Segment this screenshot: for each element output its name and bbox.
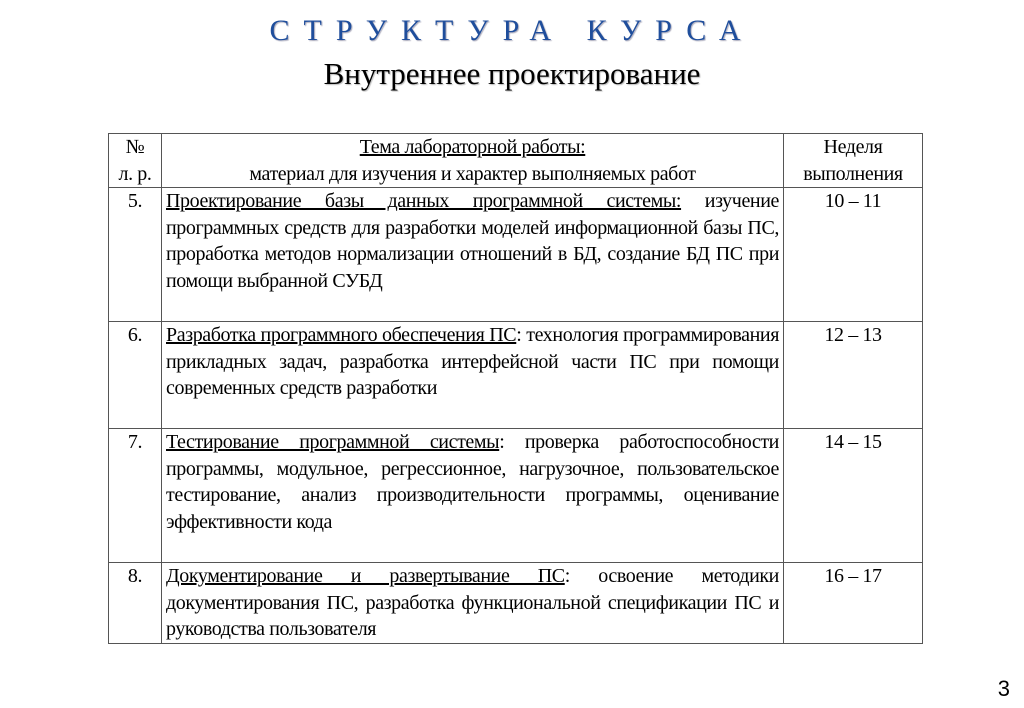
page-number: 3	[997, 676, 1010, 701]
topic-title: Проектирование базы данных программной системы:	[166, 190, 682, 213]
table-row	[109, 322, 923, 429]
row-topic	[162, 563, 784, 644]
row-weeks: 16 – 17	[784, 563, 923, 644]
row-topic	[162, 429, 784, 563]
slide-subtitle: Внутреннее проектирование	[323, 56, 701, 91]
topic-body: : технология программирования прикладных задач, разработка интерфейсной части ПС при помощи современных средств разработки	[166, 324, 779, 400]
slide-title: СТРУКТУРА КУРСА	[269, 14, 755, 47]
table-row	[109, 429, 923, 563]
row-topic	[162, 322, 784, 429]
row-number: 7.	[109, 429, 162, 563]
topic-body: : проверка работоспособности программы, модульное, регрессионное, нагрузочное, пользовательское тестирование, анализ производительности программы, оценивание эффективности кода	[166, 431, 779, 533]
row-number: 6.	[109, 322, 162, 429]
topic-title: Тестирование программной системы	[166, 431, 500, 454]
topic-title: Документирование и развертывание ПС	[166, 565, 565, 588]
topic-body: изучение программных средств для разработки моделей информационной базы ПС, проработка методов нормализации отношений в БД, создание БД ПС при помощи выбранной СУБД	[166, 190, 779, 292]
row-weeks: 12 – 13	[784, 322, 923, 429]
topic-title: Разработка программного обеспечения ПС	[166, 324, 517, 347]
table-row	[109, 188, 923, 322]
header-week-line2: выполнения	[803, 162, 903, 185]
row-topic	[162, 188, 784, 322]
header-topic	[162, 134, 784, 188]
row-number: 5.	[109, 188, 162, 322]
course-structure-table	[108, 133, 923, 644]
table-header-row	[109, 134, 923, 188]
header-week-line1: Неделя	[823, 136, 883, 158]
table-row	[109, 563, 923, 644]
header-week	[784, 134, 923, 188]
header-number	[109, 134, 162, 188]
header-number-line2: л. р.	[118, 162, 152, 185]
header-topic-line2: материал для изучения и характер выполняемых работ	[249, 162, 696, 185]
header-topic-line1: Тема лабораторной работы:	[359, 136, 586, 158]
topic-body: : освоение методики документирования ПС, разработка функциональной спецификации ПС и руководства пользователя	[166, 565, 779, 641]
row-weeks: 10 – 11	[784, 188, 923, 322]
row-weeks: 14 – 15	[784, 429, 923, 563]
header-number-line1: №	[125, 136, 145, 158]
row-number: 8.	[109, 563, 162, 644]
